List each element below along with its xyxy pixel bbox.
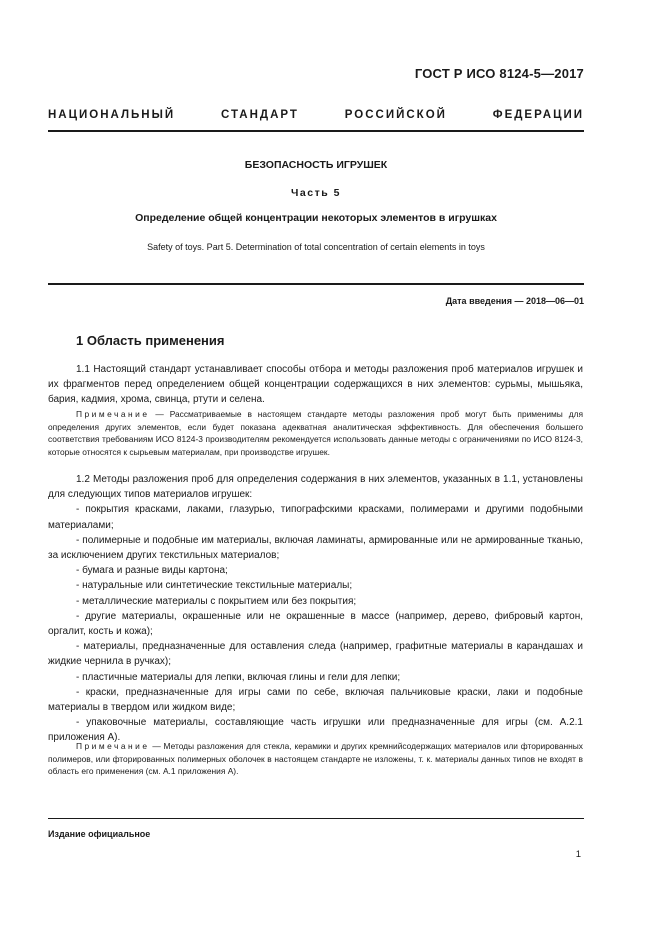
title-rule (48, 283, 584, 285)
footer-rule (48, 818, 584, 819)
paragraph-1-1-text: 1.1 Настоящий стандарт устанавливает способы отбора и методы разложения проб материалов игрушек и их фрагментов перед определением общей концентрации содержащихся в них элементов: сурьмы, мышьяка, бария, кадмия, хрома, свинца, ртути и селена. (48, 364, 583, 406)
document-title: БЕЗОПАСНОСТЬ ИГРУШЕК (244, 159, 388, 171)
section-heading: 1 Область применения (76, 333, 225, 348)
list-item: - другие материалы, окрашенные или не окрашенные в массе (например, дерево, фибровый картон, оргалит, кость и кожа); (48, 610, 583, 638)
list-item: - упаковочные материалы, составляющие часть игрушки или предназначенные для игры (см. А.2.1 приложения А). (48, 717, 583, 744)
list-item: - натуральные или синтетические текстильные материалы; (76, 580, 353, 592)
header-rule (48, 130, 584, 132)
note-1 (48, 408, 583, 458)
list-item: - бумага и разные виды картона; (76, 565, 228, 577)
national-standard-banner: НАЦИОНАЛЬНЫЙ СТАНДАРТ РОССИЙСКОЙ ФЕДЕРАЦИИ (48, 109, 584, 121)
note-2-text: — Методы разложения для стекла, керамики и других кремнийсодержащих материалов или фторированных полимеров, или фторированных полимерных оболочек в настоящем стандарте не изложены, т. к. материалы данных типов не входят в область его применения (см. А.1 приложения А). (48, 741, 583, 776)
list-item: - металлические материалы с покрытием или без покрытия; (76, 595, 357, 607)
document-number: ГОСТ Р ИСО 8124-5—2017 (414, 66, 584, 81)
list-item: - покрытия красками, лаками, глазурью, типографскими красками, полимерами и другими подобными материалами; (48, 504, 583, 531)
paragraph-1-2 (48, 472, 583, 746)
paragraph-1-2-text: 1.2 Методы разложения проб для определения содержания в них элементов, указанных в 1.1, установлены для следующих типов материалов игрушек: (48, 474, 583, 501)
english-title: Safety of toys. Part 5. Determination of total concentration of certain elements in toys (147, 242, 485, 252)
note-1-text: — Рассматриваемые в настоящем стандарте методы разложения проб могут быть применимы для определения других элементов, если будет показана адекватная аналитическая эффективность. Для обеспечения большего соответствия требованиям ИСО 8124-3 производителям рекомендуется использовать данные методы с ограничениями по ИСО 8124-3, которые относятся к сырьевым материалам, при производстве игрушек. (48, 409, 584, 457)
paragraph-1-1 (48, 362, 583, 408)
note-2 (48, 740, 583, 778)
edition-label: Издание официальное (48, 829, 151, 839)
list-item: - материалы, предназначенные для оставления следа (например, графитные материалы в карандашах и жидкие чернила в ручках); (48, 641, 583, 668)
list-item: - пластичные материалы для лепки, включая глины и гели для лепки; (76, 671, 401, 683)
page-number: 1 (575, 849, 581, 860)
list-item: - краски, предназначенные для игры сами по себе, включая пальчиковые краски, лаки и подобные материалы в твердом или жидком виде; (48, 686, 583, 714)
introduction-date: Дата введения — 2018—06—01 (445, 296, 584, 306)
part-label: Часть 5 (291, 187, 341, 199)
document-subtitle: Определение общей концентрации некоторых элементов в игрушках (135, 212, 497, 224)
note-2-label: Примечание (76, 741, 150, 751)
list-item: - полимерные и подобные им материалы, включая ламинаты, армированные или не армированные тканью, за исключением других текстильных материалов; (48, 534, 583, 562)
note-1-label: Примечание (76, 409, 150, 419)
